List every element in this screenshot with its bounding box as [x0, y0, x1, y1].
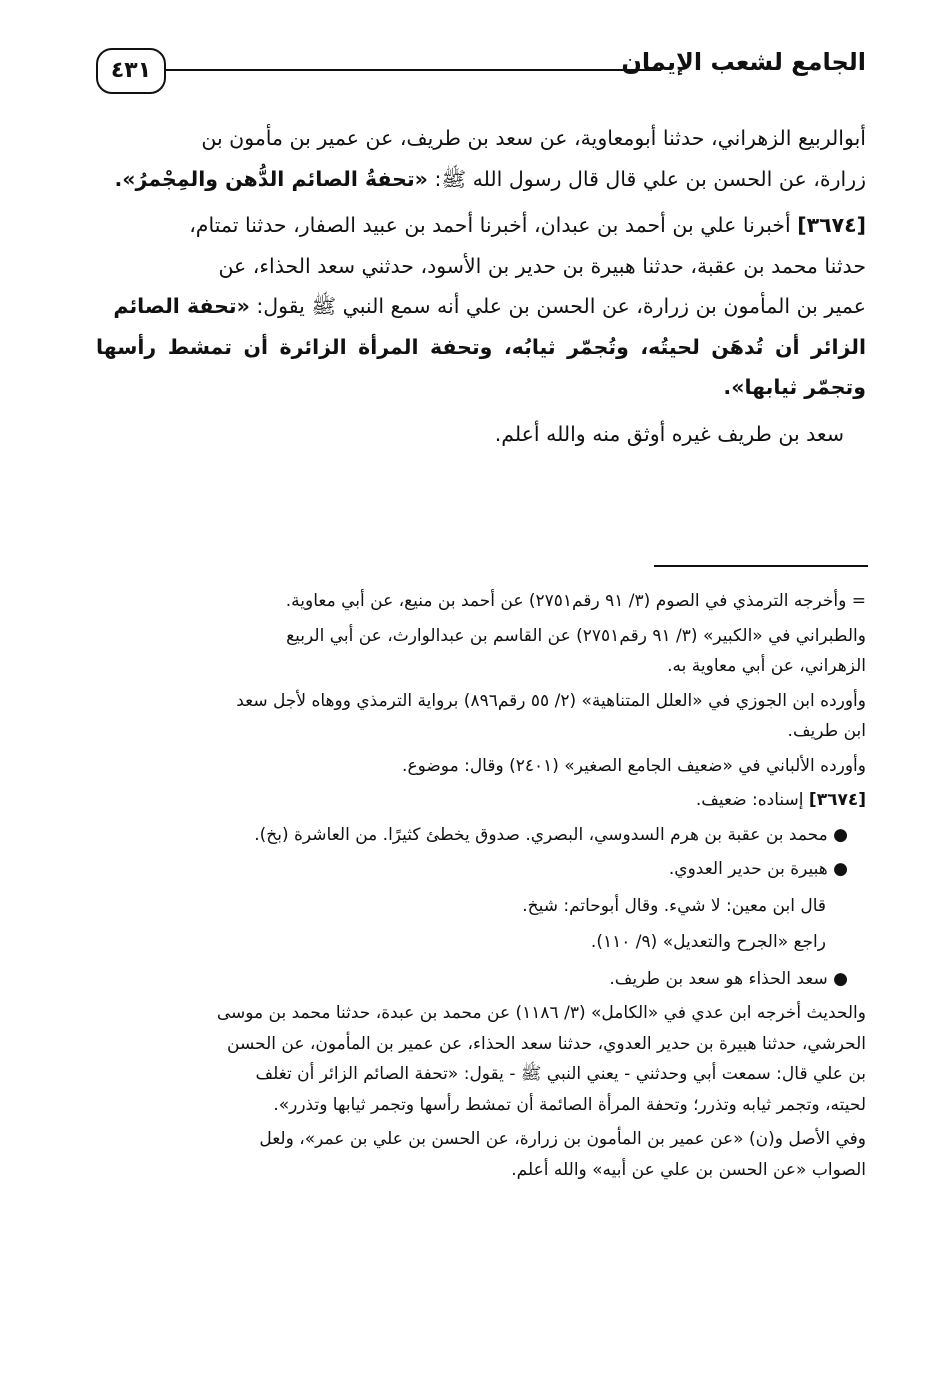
- bullet-icon: ●: [833, 859, 848, 879]
- footnote-item: [96, 686, 866, 747]
- text-line: لحيته، وتجمر ثيابه وتذرر؛ وتحفة المرأة الصائمة أن تمشط رأسها وتجمر ثيابها وتذرر».: [273, 1094, 866, 1115]
- footnote-item: [96, 621, 866, 682]
- text-run: إسناده: ضعيف.: [695, 790, 804, 810]
- footnote-quote: راجع «الجرح والتعديل» (٩/ ١١٠).: [590, 932, 826, 952]
- footnote-item: [96, 1124, 866, 1185]
- footnote-item: وأورده الألباني في «ضعيف الجامع الصغير» (٢٤٠١) وقال: موضوع.: [402, 755, 866, 776]
- page-number: ٤٣١: [96, 48, 166, 94]
- paragraph-3: سعد بن طريف غيره أوثق منه والله أعلم.: [494, 421, 844, 446]
- bullet-item: [96, 964, 866, 995]
- paragraph-1: [96, 118, 866, 199]
- text-run: عمير بن المأمون بن زرارة، عن الحسن بن علي أنه سمع النبي ﷺ يقول:: [256, 294, 866, 318]
- hadith-number: [٣٦٧٤]: [808, 790, 866, 810]
- footnote-item: [96, 998, 866, 1120]
- bullet-item: [96, 854, 866, 885]
- hadith-quote: «تحفة الصائم: [113, 294, 250, 318]
- text-line: الصواب «عن الحسن بن علي عن أبيه» والله أعلم.: [511, 1159, 866, 1180]
- main-text: [96, 118, 866, 454]
- text-line: وفي الأصل و(ن) «عن عمير بن المأمون بن زرارة، عن الحسن بن علي بن عمر»، ولعل: [259, 1129, 866, 1149]
- book-title: الجامع لشعب الإيمان: [621, 48, 866, 76]
- paragraph-2: [96, 205, 866, 408]
- text-line: وأورده ابن الجوزي في «العلل المتناهية» (٢/ ٥٥ رقم٨٩٦) برواية الترمذي ووهاه لأجل سعد: [236, 690, 866, 711]
- hadith-quote: الزائر أن تُدهَن لحيتُه، وتُجمّر ثيابُه، وتحفة المرأة الزائرة أن تمشط رأسها وتجمّر ثيابها».: [96, 334, 866, 399]
- footnote-item: [96, 785, 866, 816]
- text-run: هبيرة بن حدير العدوي.: [668, 859, 828, 879]
- text-line: حدثنا محمد بن عقبة، حدثنا هبيرة بن حدير بن الأسود، حدثني سعد الحذاء، عن: [218, 253, 866, 278]
- text-line: [96, 159, 866, 200]
- text-line: [96, 286, 866, 327]
- footnotes: [96, 586, 866, 1185]
- footnote-item: = وأخرجه الترمذي في الصوم (٣/ ٩١ رقم٢٧٥١) عن أحمد بن منيع، عن أبي معاوية.: [285, 591, 866, 611]
- footnote-separator: [654, 565, 868, 567]
- text-line: بن علي قال: سمعت أبي وحدثني - يعني النبي ﷺ - يقول: «تحفة الصائم الزائر أن تغلف: [255, 1064, 866, 1084]
- bullet-item: [96, 820, 866, 851]
- text-run: سعد الحذاء هو سعد بن طريف.: [609, 968, 828, 989]
- text-line: الحرشي، حدثنا هبيرة بن حدير العدوي، حدثنا سعد الحذاء، عن عمير بن المأمون، عن الحسن: [227, 1033, 866, 1054]
- bullet-icon: ●: [833, 824, 848, 845]
- text-run: محمد بن عقبة بن هرم السدوسي، البصري. صدوق يخطئ كثيرًا. من العاشرة (بخ).: [254, 824, 828, 845]
- text-line: [96, 205, 866, 246]
- text-line: الزهراني، عن أبي معاوية به.: [667, 656, 866, 676]
- text-line: والحديث أخرجه ابن عدي في «الكامل» (٣/ ١١٨٦) عن محمد بن عبدة، حدثنا محمد بن موسى: [216, 1003, 866, 1023]
- bullet-icon: ●: [833, 968, 848, 989]
- text-line: والطبراني في «الكبير» (٣/ ٩١ رقم٢٧٥١) عن القاسم بن عبدالوارث، عن أبي الربيع: [286, 625, 866, 646]
- text-run: أخبرنا علي بن أحمد بن عبدان، أخبرنا أحمد بن عبيد الصفار، حدثنا تمتام،: [189, 213, 791, 237]
- running-header: [96, 44, 866, 96]
- footnote-quote: قال ابن معين: لا شيء. وقال أبوحاتم: شيخ.: [522, 895, 826, 916]
- text-line: أبوالربيع الزهراني، حدثنا أبومعاوية، عن سعد بن طريف، عن عمير بن مأمون بن: [201, 126, 866, 150]
- text-run: زرارة، عن الحسن بن علي قال قال رسول الله ﷺ:: [434, 166, 866, 191]
- hadith-number: [٣٦٧٤]: [797, 213, 866, 237]
- text-line: ابن طريف.: [787, 721, 866, 741]
- hadith-quote: «تحفةُ الصائم الدُّهن والمِجْمرُ».: [114, 166, 428, 191]
- header-rule: [164, 69, 661, 71]
